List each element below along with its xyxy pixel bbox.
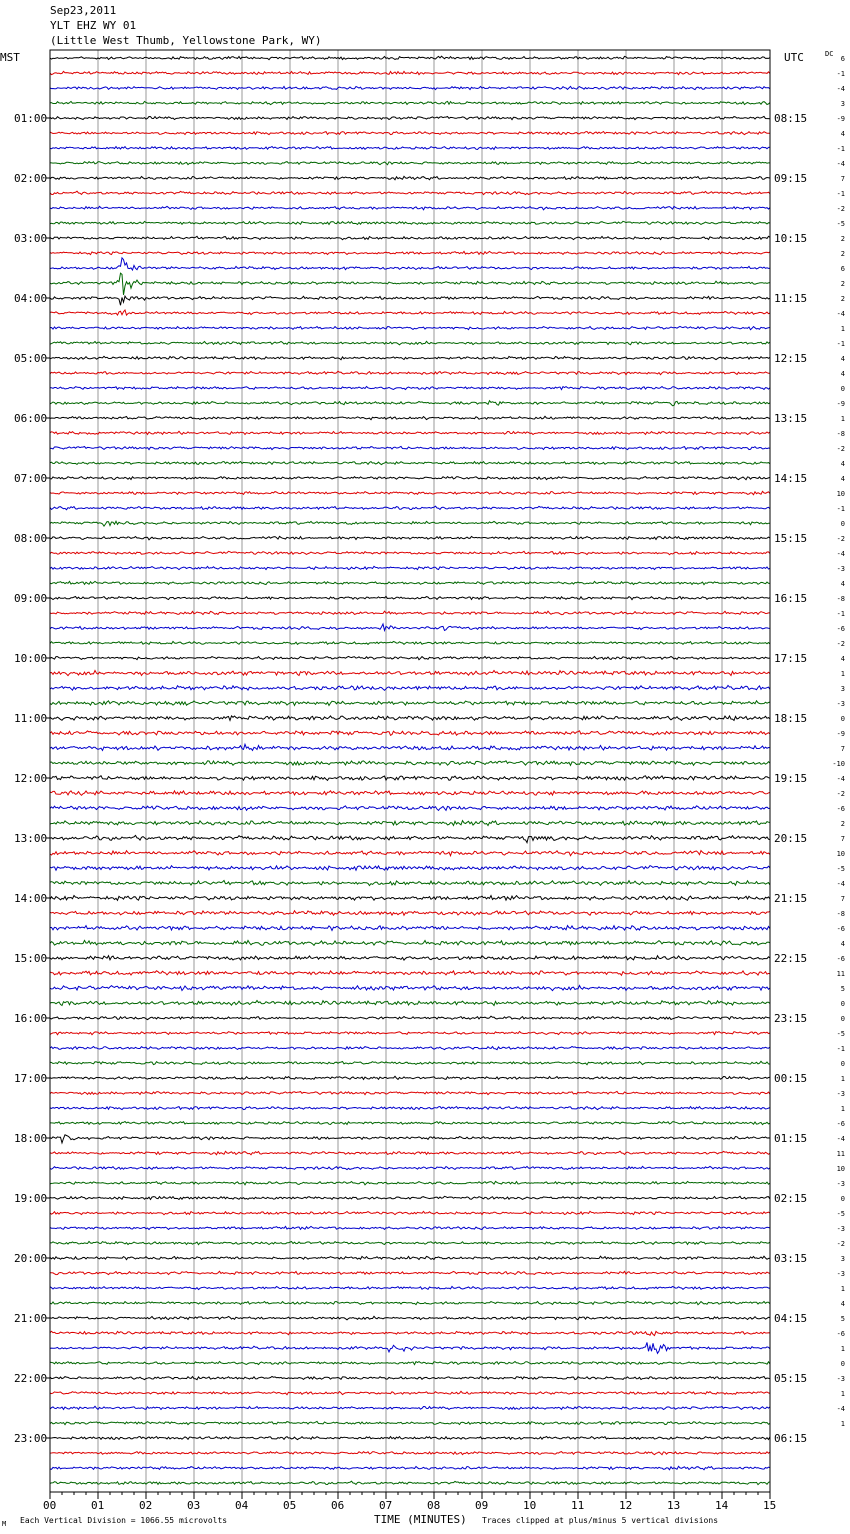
dc-offset-label: 1 [840,1075,845,1083]
dc-offset-label: -1 [836,340,845,348]
left-hour-label: 23:00 [14,1432,48,1445]
dc-offset-label: -3 [836,565,845,573]
right-hour-label: 22:15 [774,952,808,965]
trace-row [50,835,770,842]
dc-offset-label: 7 [840,745,845,753]
trace-row [50,326,770,329]
header-location: (Little West Thumb, Yellowstone Park, WY) [50,34,322,47]
trace-row [50,1076,770,1079]
trace-row [50,296,770,305]
plot-frame [50,50,770,1492]
x-tick-label: 00 [43,1499,57,1512]
trace-row [50,851,770,856]
dc-offset-label: 11 [836,1150,845,1158]
right-hour-label: 00:15 [774,1072,808,1085]
dc-offset-label: -2 [836,205,845,213]
trace-row [50,132,770,135]
x-tick-label: 06 [331,1499,345,1512]
dc-offset-label: -8 [836,910,845,918]
left-hour-label: 05:00 [14,352,48,365]
dc-offset-label: -4 [836,1135,845,1143]
trace-row [50,521,770,526]
trace-row [50,611,770,614]
dc-offset-label: 0 [840,715,845,723]
left-hour-label: 14:00 [14,892,48,905]
dc-offset-label: -4 [836,160,845,168]
dc-offset-label: 6 [840,265,845,273]
trace-row [50,1061,770,1064]
trace-row [50,566,770,569]
dc-offset-label: 0 [840,1360,845,1368]
trace-row [50,116,770,119]
dc-offset-label: -3 [836,1375,845,1383]
trace-row [50,431,770,434]
footer-scale: Each Vertical Division = 1066.55 microvolts [20,1516,228,1525]
left-hour-label: 21:00 [14,1312,48,1325]
dc-offset-label: 10 [836,1165,845,1173]
trace-row [50,1047,770,1050]
dc-offset-label: 4 [840,130,845,138]
trace-row [50,191,770,194]
trace-row [50,1166,770,1169]
left-hour-label: 22:00 [14,1372,48,1385]
trace-row [50,1316,770,1320]
dc-offset-label: -2 [836,1240,845,1248]
left-hour-label: 20:00 [14,1252,48,1265]
right-hour-label: 12:15 [774,352,808,365]
header-station: YLT EHZ WY 01 [50,19,137,32]
dc-offset-label: -4 [836,550,845,558]
trace-row [50,806,770,811]
trace-row [50,685,770,690]
dc-offset-label: -8 [836,595,845,603]
right-hour-label: 09:15 [774,172,808,185]
right-hour-label: 13:15 [774,412,808,425]
trace-row [50,1241,770,1244]
dc-offset-label: 2 [840,295,845,303]
right-hour-label: 23:15 [774,1012,808,1025]
trace-row [50,491,770,494]
dc-offset-label: -3 [836,1180,845,1188]
dc-offset-label: 1 [840,325,845,333]
dc-offset-label: -6 [836,625,845,633]
dc-offset-label: 0 [840,1195,845,1203]
dc-offset-label: 3 [840,1255,845,1263]
dc-offset-label: 4 [840,370,845,378]
left-hour-label: 16:00 [14,1012,48,1025]
trace-row [50,86,770,89]
right-hour-label: 01:15 [774,1132,808,1145]
trace-row [50,536,770,539]
trace-row [50,1481,770,1484]
trace-row [50,1256,770,1259]
footer-clip: Traces clipped at plus/minus 5 vertical divisions [482,1516,719,1525]
left-hour-label: 07:00 [14,472,48,485]
trace-row [50,176,770,179]
trace-row [50,596,770,599]
x-tick-label: 13 [667,1499,681,1512]
trace-row [50,791,770,796]
trace-row [50,258,770,270]
dc-offset-label: -6 [836,925,845,933]
trace-row [50,776,770,781]
trace-row [50,971,770,976]
right-hour-label: 03:15 [774,1252,808,1265]
trace-row [50,821,770,826]
right-hour-label: 04:15 [774,1312,808,1325]
dc-offset-label: 1 [840,1105,845,1113]
dc-offset-label: 4 [840,475,845,483]
left-hour-label: 17:00 [14,1072,48,1085]
trace-row [50,416,770,419]
left-hour-label: 09:00 [14,592,48,605]
dc-offset-label: 4 [840,460,845,468]
x-tick-label: 10 [523,1499,537,1512]
footer-mark: M [2,1520,7,1528]
x-tick-label: 07 [379,1499,393,1512]
trace-row [50,701,770,706]
trace-row [50,641,770,644]
left-hour-label: 19:00 [14,1192,48,1205]
dc-offset-label: -3 [836,700,845,708]
right-hour-label: 20:15 [774,832,808,845]
trace-row [50,1135,770,1143]
dc-offset-label: 10 [836,850,845,858]
x-tick-label: 04 [235,1499,249,1512]
trace-row [50,1122,770,1125]
dc-offset-label: -2 [836,640,845,648]
dc-offset-label: 2 [840,235,845,243]
dc-offset-label: 2 [840,250,845,258]
trace-row [50,236,770,239]
dc-offset-label: 7 [840,835,845,843]
x-tick-label: 08 [427,1499,441,1512]
dc-offset-label: 4 [840,1300,845,1308]
left-hour-label: 10:00 [14,652,48,665]
dc-offset-label: -6 [836,1120,845,1128]
right-hour-label: 19:15 [774,772,808,785]
dc-offset-label: -10 [832,760,845,768]
traces [50,56,770,1484]
trace-row [50,1151,770,1155]
trace-row [50,881,770,886]
left-hour-label: 06:00 [14,412,48,425]
dc-offset-label: -1 [836,190,845,198]
dc-offset-label: 4 [840,355,845,363]
dc-offset-label: 3 [840,100,845,108]
trace-row [50,744,770,750]
right-hour-label: 11:15 [774,292,808,305]
dc-offset-label: 5 [840,985,845,993]
dc-offset-label: 1 [840,1390,845,1398]
dc-offset-label: -6 [836,805,845,813]
trace-row [50,1001,770,1006]
dc-offset-label: 11 [836,970,845,978]
trace-row [50,1181,770,1184]
trace-row [50,371,770,375]
left-axis-label: MST [0,51,20,64]
dc-offset-label: -1 [836,505,845,513]
trace-row [50,1406,770,1409]
trace-row [50,1226,770,1229]
right-hour-label: 17:15 [774,652,808,665]
dc-offset-label: 2 [840,820,845,828]
trace-row [50,911,770,916]
dc-offset-label: -2 [836,535,845,543]
trace-row [50,866,770,871]
dc-offset-label: 10 [836,490,845,498]
dc-offset-label: -5 [836,220,845,228]
dc-offset-label: 5 [840,1315,845,1323]
trace-row [50,310,770,315]
dc-offset-label: -5 [836,1030,845,1038]
dc-offset-label: 4 [840,580,845,588]
x-tick-label: 12 [619,1499,633,1512]
right-hour-label: 08:15 [774,112,808,125]
trace-row [50,1391,770,1394]
dc-offset-label: 0 [840,520,845,528]
dc-offset-label: -2 [836,445,845,453]
trace-row [50,56,770,60]
dc-label: DC [825,50,834,58]
dc-offset-label: -3 [836,1225,845,1233]
dc-offset-label: -5 [836,865,845,873]
dc-offset-label: 1 [840,1345,845,1353]
trace-row [50,506,770,510]
dc-offset-label: -4 [836,310,845,318]
dc-offset-label: 2 [840,280,845,288]
trace-row [50,1271,770,1274]
trace-row [50,206,770,209]
x-tick-label: 05 [283,1499,297,1512]
trace-row [50,761,770,766]
right-hour-label: 16:15 [774,592,808,605]
trace-row [50,896,770,901]
right-axis-label: UTC [784,51,804,64]
right-hour-label: 18:15 [774,712,808,725]
dc-offset-label: -1 [836,1045,845,1053]
trace-row [50,71,770,74]
x-tick-label: 01 [91,1499,105,1512]
trace-row [50,387,770,390]
trace-row [50,656,770,659]
left-hour-label: 13:00 [14,832,48,845]
trace-row [50,446,770,449]
trace-row [50,1362,770,1365]
trace-row [50,731,770,736]
trace-row [50,940,770,945]
left-hour-label: 12:00 [14,772,48,785]
trace-row [50,162,770,165]
trace-row [50,1091,770,1094]
left-hour-label: 02:00 [14,172,48,185]
left-hour-label: 03:00 [14,232,48,245]
dc-offset-label: 3 [840,685,845,693]
dc-offset-label: 1 [840,415,845,423]
left-hour-label: 18:00 [14,1132,48,1145]
dc-offset-label: 6 [840,55,845,63]
right-hour-label: 14:15 [774,472,808,485]
trace-row [50,356,770,359]
dc-offset-label: -5 [836,1210,845,1218]
dc-offset-label: -3 [836,1270,845,1278]
dc-offset-label: 0 [840,385,845,393]
dc-offset-label: -1 [836,145,845,153]
right-hour-label: 21:15 [774,892,808,905]
left-hour-label: 11:00 [14,712,48,725]
trace-row [50,1342,770,1353]
trace-row [50,956,770,960]
dc-offset-label: -6 [836,955,845,963]
trace-row [50,1452,770,1455]
trace-row [50,1032,770,1035]
trace-row [50,101,770,104]
right-hour-label: 15:15 [774,532,808,545]
dc-offset-label: -1 [836,610,845,618]
trace-row [50,671,770,676]
trace-row [50,1421,770,1424]
trace-row [50,1211,770,1214]
dc-offset-label: -4 [836,85,845,93]
trace-row [50,147,770,150]
trace-row [50,273,770,295]
trace-row [50,462,770,465]
dc-offset-label: -9 [836,730,845,738]
dc-offset-label: -9 [836,400,845,408]
x-tick-label: 15 [763,1499,777,1512]
left-hour-label: 15:00 [14,952,48,965]
x-tick-label: 11 [571,1499,585,1512]
dc-offset-label: 0 [840,1015,845,1023]
trace-row [50,551,770,554]
x-tick-label: 03 [187,1499,201,1512]
trace-row [50,1016,770,1019]
dc-offset-label: 7 [840,175,845,183]
left-hour-label: 08:00 [14,532,48,545]
dc-offset-label: -2 [836,790,845,798]
trace-row [50,251,770,254]
trace-row [50,1437,770,1440]
dc-offset-label: -1 [836,70,845,78]
x-tick-label: 09 [475,1499,489,1512]
dc-offset-label: 1 [840,1285,845,1293]
dc-offset-label: 7 [840,895,845,903]
trace-row [50,926,770,931]
trace-row [50,1377,770,1380]
trace-row [50,716,770,721]
trace-row [50,986,770,991]
dc-offset-label: 4 [840,655,845,663]
dc-offset-label: -4 [836,775,845,783]
dc-offset-label: -6 [836,1330,845,1338]
x-tick-label: 02 [139,1499,153,1512]
right-hour-label: 06:15 [774,1432,808,1445]
dc-offset-label: -3 [836,1090,845,1098]
trace-row [50,581,770,584]
trace-row [50,477,770,480]
dc-offset-label: -4 [836,1405,845,1413]
trace-row [50,221,770,224]
trace-row [50,1331,770,1335]
trace-row [50,1286,770,1289]
right-hour-label: 02:15 [774,1192,808,1205]
dc-offset-label: -9 [836,115,845,123]
dc-offset-label: 4 [840,940,845,948]
trace-row [50,1301,770,1304]
right-hour-label: 10:15 [774,232,808,245]
trace-row [50,624,770,630]
dc-offset-label: 1 [840,670,845,678]
labels [14,55,845,1512]
trace-row [50,401,770,406]
right-hour-label: 05:15 [774,1372,808,1385]
x-tick-label: 14 [715,1499,729,1512]
x-axis-label: TIME (MINUTES) [374,1513,467,1526]
left-hour-label: 01:00 [14,112,48,125]
trace-row [50,1466,770,1469]
header-date: Sep23,2011 [50,4,117,17]
dc-offset-label: 0 [840,1060,845,1068]
dc-offset-label: -8 [836,430,845,438]
dc-offset-label: 0 [840,1000,845,1008]
dc-offset-label: -4 [836,880,845,888]
trace-row [50,1196,770,1199]
trace-row [50,1107,770,1110]
dc-offset-label: 1 [840,1420,845,1428]
trace-row [50,341,770,345]
left-hour-label: 04:00 [14,292,48,305]
